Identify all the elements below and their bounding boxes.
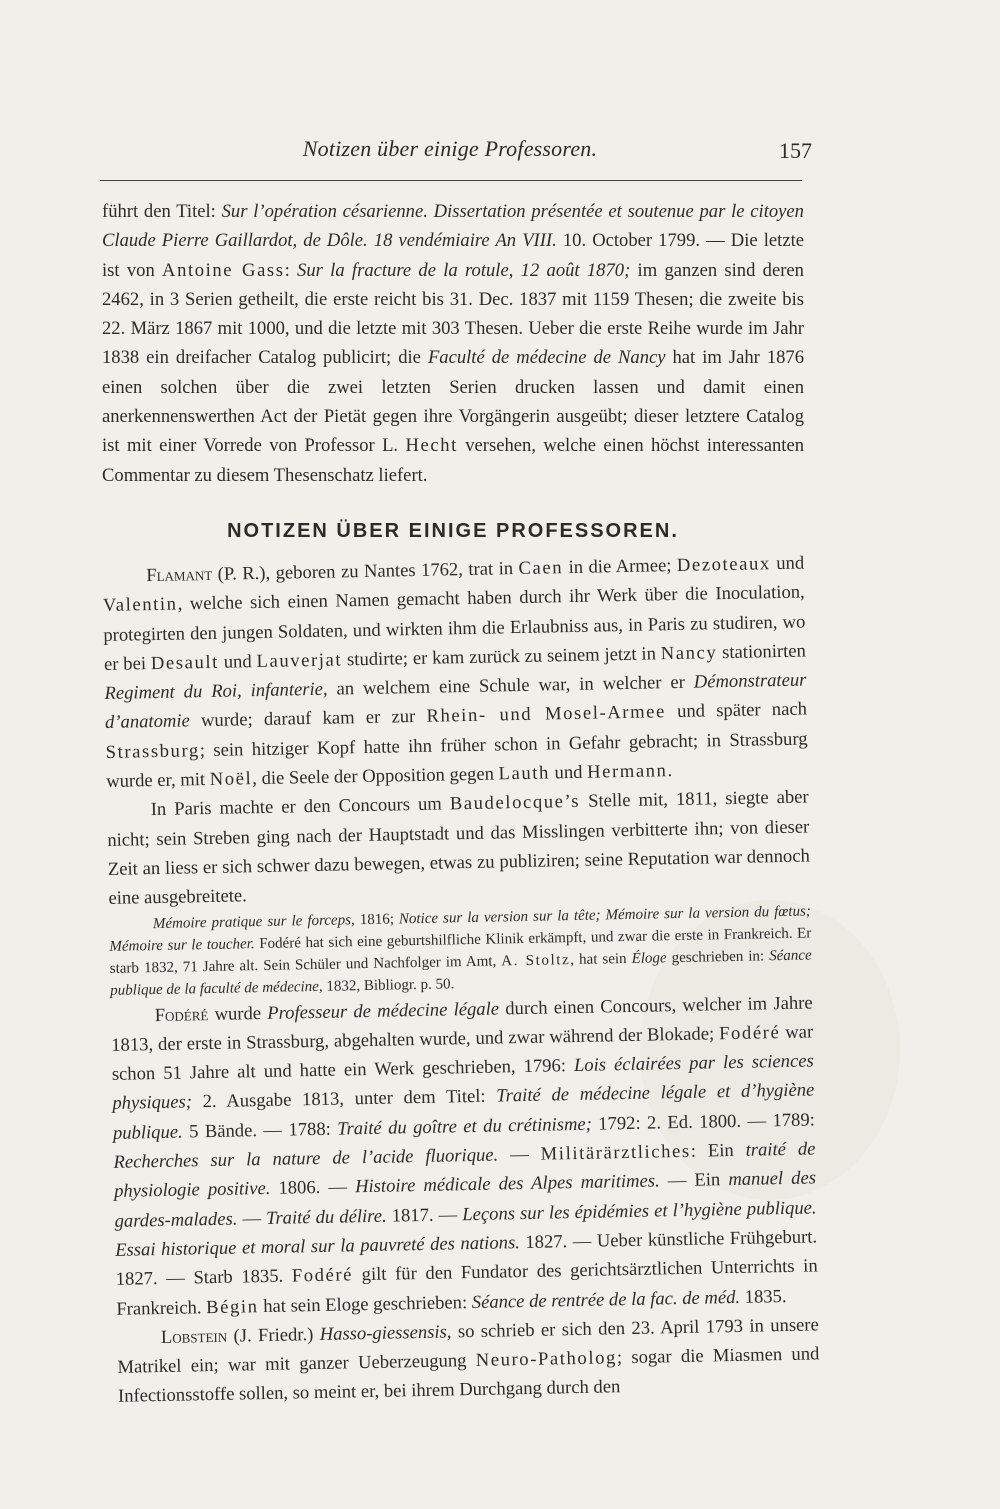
text-run: (J. Friedr.)	[226, 1323, 320, 1347]
entry-flamant-continued	[106, 783, 810, 914]
person-name: Dezoteaux	[676, 553, 771, 576]
top-paragraph	[102, 197, 804, 490]
professor-notes	[102, 549, 820, 1412]
person-name: Noël	[209, 768, 253, 791]
text-run: stationirten	[717, 640, 807, 664]
text-run: , welche sich einen Namen gemacht haben durch ihr Werk über die Inoculation, protegirten den jungen Soldaten, und wirkten ihm die Erlaubniss aus, in Paris zu studiren, wo er bei	[103, 581, 806, 675]
italic-title: Faculté de médecine de Nancy	[427, 347, 666, 369]
italic-title: Sur la fracture de la rotule, 12 août 1870;	[297, 259, 631, 281]
text-run: 1816;	[354, 910, 400, 928]
text-run: und	[770, 552, 805, 575]
text-run: ; sogar die Miasmen und Infectionsstoffe sollen, so meint er, bei ihrem Durchgang durch den	[117, 1343, 820, 1408]
text-run: 1792: 2. Ed. 1800. — 1789:	[591, 1109, 816, 1135]
italic-title: Traité du goître et du crétinisme;	[337, 1113, 593, 1140]
text-run: in die Armee;	[562, 554, 678, 579]
text-run: 10. October 1799. — Die letzte ist von	[102, 230, 804, 281]
text-run: In Paris machte er den Concours um	[150, 793, 451, 821]
text-run: geschrieben in:	[666, 947, 770, 966]
person-name: Baudelocque’s	[449, 791, 581, 815]
entry-fodere	[110, 988, 818, 1324]
italic-title: Regiment du Roi, infanterie,	[104, 678, 328, 705]
text-run: wurde; darauf kam er zur	[189, 706, 427, 732]
text-run: , die Seele der Opposition gegen	[252, 763, 499, 790]
person-name: Valentin	[102, 593, 178, 617]
italic-title: Éloge	[631, 949, 667, 967]
text-run: 1835.	[739, 1285, 787, 1308]
text-run: an welchem eine Schule war, in welcher er	[327, 671, 695, 700]
place-name: Strassburg	[105, 739, 201, 763]
text-run: hat sein Eloge geschrieben:	[258, 1291, 472, 1317]
top-paragraph-block	[102, 197, 804, 490]
text-run: : Ein	[690, 1139, 746, 1162]
person-name: Fodéré	[718, 1021, 781, 1045]
text-run: Stelle mit, 1811, siegte aber nicht; sein Streben ging nach der Hauptstadt und das Misslingen verbitterte ihn; von dieser Zeit an liess er sich schwer dazu bewegen, etwas zu publiziren; seine Reputation war dennoch eine ausgebreitete.	[107, 786, 810, 910]
text-run: wurde	[208, 1002, 268, 1025]
italic-title: Traité du délire.	[265, 1205, 387, 1229]
person-name: Fodéré	[291, 1264, 354, 1287]
italic-title: Séance de rentrée de la fac. de méd.	[471, 1286, 741, 1313]
entry-lobstein	[117, 1310, 821, 1411]
text-run: —	[498, 1143, 541, 1166]
text-run: 1817. —	[386, 1203, 463, 1227]
text-run: (P. R.), geboren zu Nantes 1762, trat in	[212, 558, 519, 585]
entry-name: Flamant	[146, 563, 213, 587]
text-run: gilt für den Fundator des gerichtsärztlichen Unterrichts in Frankreich.	[116, 1255, 818, 1320]
running-title: Notizen über einige Professoren.	[302, 136, 598, 161]
spaced-term: Neuro-Patholog	[475, 1347, 618, 1372]
text-run: durch einen Concours, welcher im Jahre 1813, der erste in Strassburg, abgehalten wurde, und zwar während der Blokade;	[111, 992, 813, 1056]
text-run: hat im Jahr 1876 einen solchen über die zwei letzten Serien drucken lassen und damit einen anerkennenswerthen Act der Pietät gegen ihre Vorgängerin ausgeübt; dieser letztere Catalog ist mit einer Vorrede von Professor L.	[102, 347, 805, 457]
text-run: —	[237, 1207, 267, 1230]
text-run: , hat sein	[570, 950, 632, 968]
italic-title: manuel des gardes-malades.	[114, 1167, 817, 1232]
italic-title: Notice sur la version sur la tête; Mémoire sur la version du fœtus; Mémoire sur le toucher.	[109, 903, 811, 955]
running-head	[100, 136, 812, 170]
section-heading: NOTIZEN ÜBER EINIGE PROFESSOREN.	[227, 520, 679, 542]
italic-title: Sur l’opération césarienne. Dissertation présentée et soutenue par le citoyen Claude Pierre Gaillardot, de Dôle. 18 vendémiaire An VIII.	[102, 201, 804, 252]
person-name: Lauth	[498, 762, 551, 785]
entry-name: Lobstein	[160, 1325, 228, 1348]
place-name: Rhein- und Mosel-Armee	[426, 701, 667, 728]
text-run: .	[667, 760, 673, 782]
text-run: 5 Bände. — 1788:	[182, 1118, 338, 1143]
person-name: Bégin	[205, 1295, 259, 1318]
page-number: 157	[779, 138, 812, 163]
italic-title: Traité de médecine légale et d’hygiène publique.	[112, 1079, 815, 1144]
italic-title: traité de physiologie positive.	[113, 1138, 816, 1203]
text-run: — Ein	[659, 1169, 729, 1192]
text-run: 1806. —	[270, 1176, 356, 1200]
italic-title: Professeur de médecine légale	[267, 998, 500, 1024]
italic-title: Leçons sur les épidémies et l’hygiène publique. Essai historique et moral sur la pauvreté des nations.	[115, 1197, 817, 1261]
text-run: 1827. — Ueber künstliche Frühgeburt. 1827. — Starb 1835.	[115, 1226, 818, 1291]
entry-flamant-note	[109, 900, 813, 1001]
italic-title: Histoire médicale des Alpes maritimes.	[354, 1170, 660, 1198]
text-run: 2. Ausgabe 1813, unter dem Titel:	[191, 1085, 497, 1113]
italic-title: Lois éclairées par les sciences physiques;	[112, 1050, 814, 1115]
text-run: und später nach	[665, 698, 808, 723]
italic-title: Mémoire pratique sur le forceps,	[152, 911, 355, 932]
spaced-term: Militärärztliches	[540, 1140, 691, 1165]
italic-title: Démonstrateur d’anatomie	[104, 669, 807, 734]
entry-name: Fodéré	[154, 1003, 209, 1026]
person-name: A. Stoltz	[501, 951, 571, 969]
text-run: ; sein hitziger Kopf hatte ihn früher schon in Gefahr gebracht; in Strassburg wurde er, mit	[106, 728, 808, 793]
text-run: war schon 51 Jahre alt und hatte ein Werk geschrieben, 1796:	[111, 1021, 814, 1086]
text-run: Fodéré hat sich eine geburtshilfliche Klinik erkämpft, und zwar die erste in Frankreich. Er starb 1832, 71 Jahre alt. Sein Schüler und Nachfolger im Amt,	[109, 925, 812, 977]
text-run: studirte; er kam zurück zu seinem jetzt in	[341, 643, 661, 671]
text-run: :	[284, 259, 298, 281]
person-name: Desault	[150, 651, 220, 674]
text-run: versehen, welche einen höchst interessanten Commentar zu diesem Thesenschatz liefert.	[102, 435, 804, 486]
place-name: Nancy	[660, 642, 718, 665]
header-rule	[100, 180, 802, 181]
italic-title: Hasso-giessensis,	[319, 1321, 452, 1345]
place-name: Caen	[518, 557, 564, 580]
italic-title: Recherches sur la nature de l’acide fluorique.	[113, 1144, 499, 1173]
text-run: und	[549, 761, 588, 784]
text-run: im ganzen sind deren 2462, in 3 Serien getheilt, die erste reicht bis 31. Dec. 1837 mit 1159 Thesen; die zweite bis 22. März 1867 mit 1000, und die letzte mit 303 Thesen. Ueber die erste Reihe wurde im Jahr 1838 ein dreifacher Catalog publicirt; die	[102, 259, 804, 369]
person-name: Antoine Gass	[162, 259, 285, 281]
text-run: und	[218, 650, 257, 673]
entry-flamant	[102, 549, 808, 797]
person-name: Hecht	[405, 435, 458, 457]
person-name: Lauverjat	[256, 649, 343, 672]
text-run: so schrieb er sich den 23. April 1793 in unsere Matrikel ein; war mit ganzer Ueberzeugung	[117, 1314, 819, 1378]
italic-title: Séance publique de la faculté de médecine,	[110, 947, 812, 999]
text-run: führt den Titel:	[102, 201, 222, 222]
text-run: 1832, Bibliogr. p. 50.	[322, 975, 455, 995]
person-name: Hermann	[586, 760, 668, 783]
